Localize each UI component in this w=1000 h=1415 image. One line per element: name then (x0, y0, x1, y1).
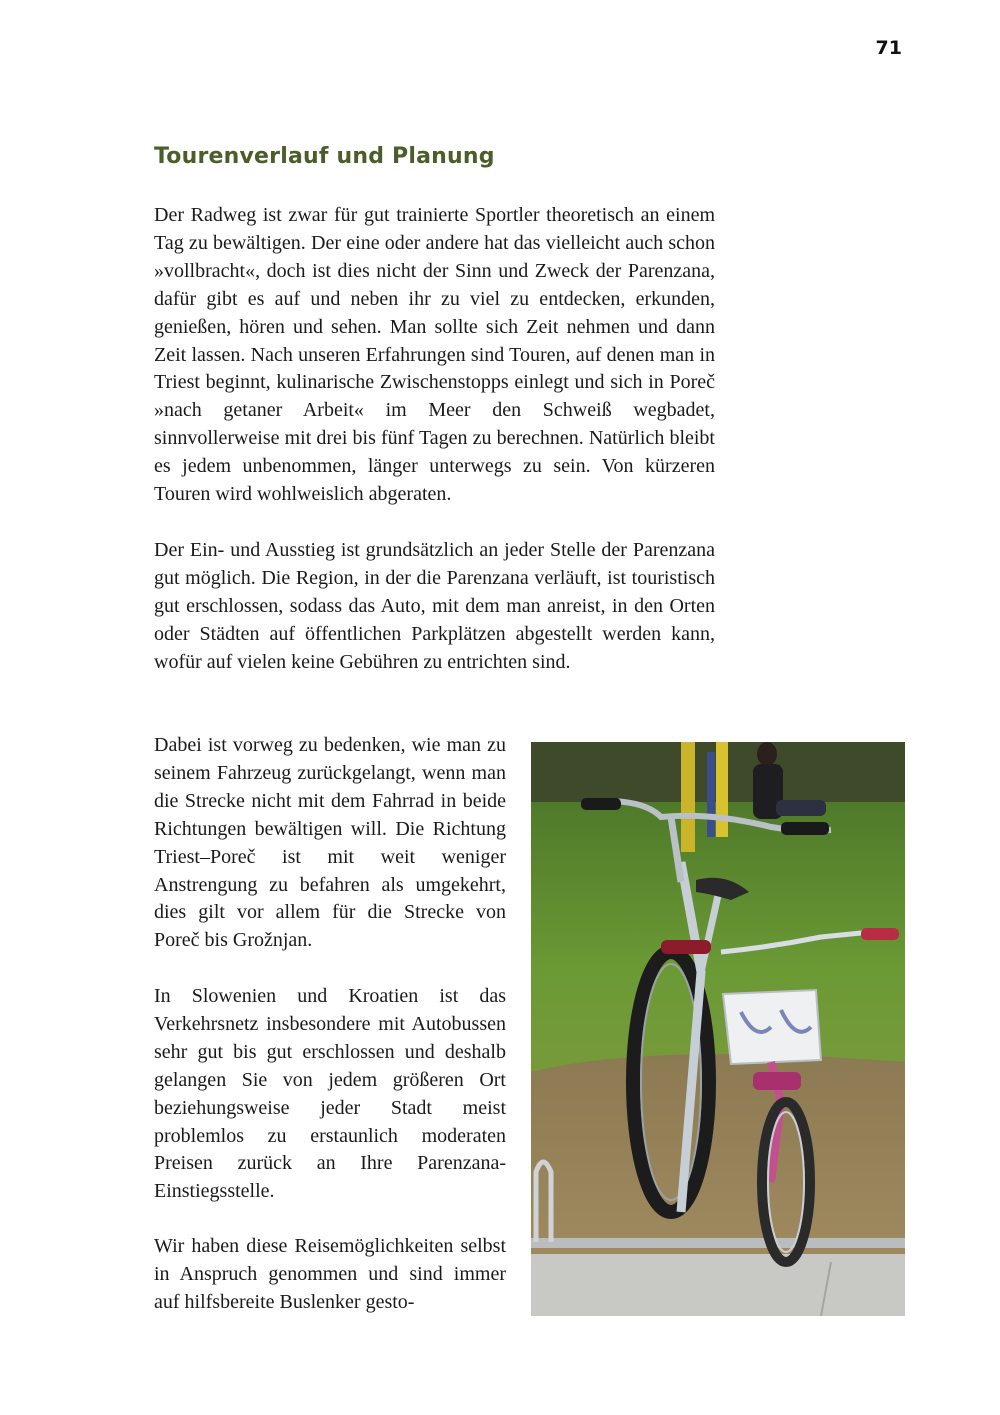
section-heading: Tourenverlauf und Planung (154, 144, 495, 169)
paragraph-1: Der Radweg ist zwar für gut trainierte Sportler theoretisch an einem Tag zu bewältigen. Der eine oder andere hat das vielleicht auch schon »vollbracht«, doch ist dies nicht der Sinn und Zweck der Parenzana, dafür gibt es auf und neben ihr zu viel zu entdecken, erkunden, genießen, hören und sehen. Man sollte sich Zeit nehmen und dann Zeit lassen. Nach unseren Erfahrungen sind Touren, auf denen man in Triest beginnt, kulinarische Zwischenstopps einlegt und sich in Poreč »nach getaner Arbeit« im Meer den Schweiß wegbadet, sinnvollerweise mit drei bis fünf Tagen zu berechnen. Natürlich bleibt es jedem unbenommen, länger unterwegs zu sein. Von kürzeren Touren wird wohlweislich abgeraten. (154, 204, 715, 506)
paragraph-5: Wir haben diese Reisemöglichkeiten selbst in Anspruch genommen und sind immer auf hilfsbereite Buslenker gesto- (154, 1235, 506, 1313)
paragraph-3: Dabei ist vorweg zu bedenken, wie man zu seinem Fahrzeug zurückgelangt, wenn man die Strecke nicht mit dem Fahrrad in beide Richtungen bewältigen will. Die Richtung Triest–Poreč ist mit weit weniger Anstrengung zu befahren als umgekehrt, dies gilt vor allem für die Strecke von Poreč bis Grožnjan. (154, 734, 506, 952)
bicycles-photo (531, 742, 905, 1316)
paragraph-2: Der Ein- und Ausstieg ist grundsätzlich an jeder Stelle der Parenzana gut möglich. Die Region, in der die Parenzana verläuft, ist touristisch gut erschlossen, sodass das Auto, mit dem man anreist, in den Orten oder Städten auf öffentlichen Parkplätzen abgestellt werden kann, wofür auf vielen keine Gebühren zu entrichten sind. (154, 539, 715, 673)
page-number: 71 (875, 37, 902, 59)
paragraph-4: In Slowenien und Kroatien ist das Verkehrsnetz insbesondere mit Autobussen sehr gut bis gut erschlossen und deshalb gelangen Sie von jedem größeren Ort beziehungsweise jeder Stadt meist problemlos zu erstaunlich moderaten Preisen zurück an Ihre Parenzana-Einstiegsstelle. (154, 985, 506, 1203)
